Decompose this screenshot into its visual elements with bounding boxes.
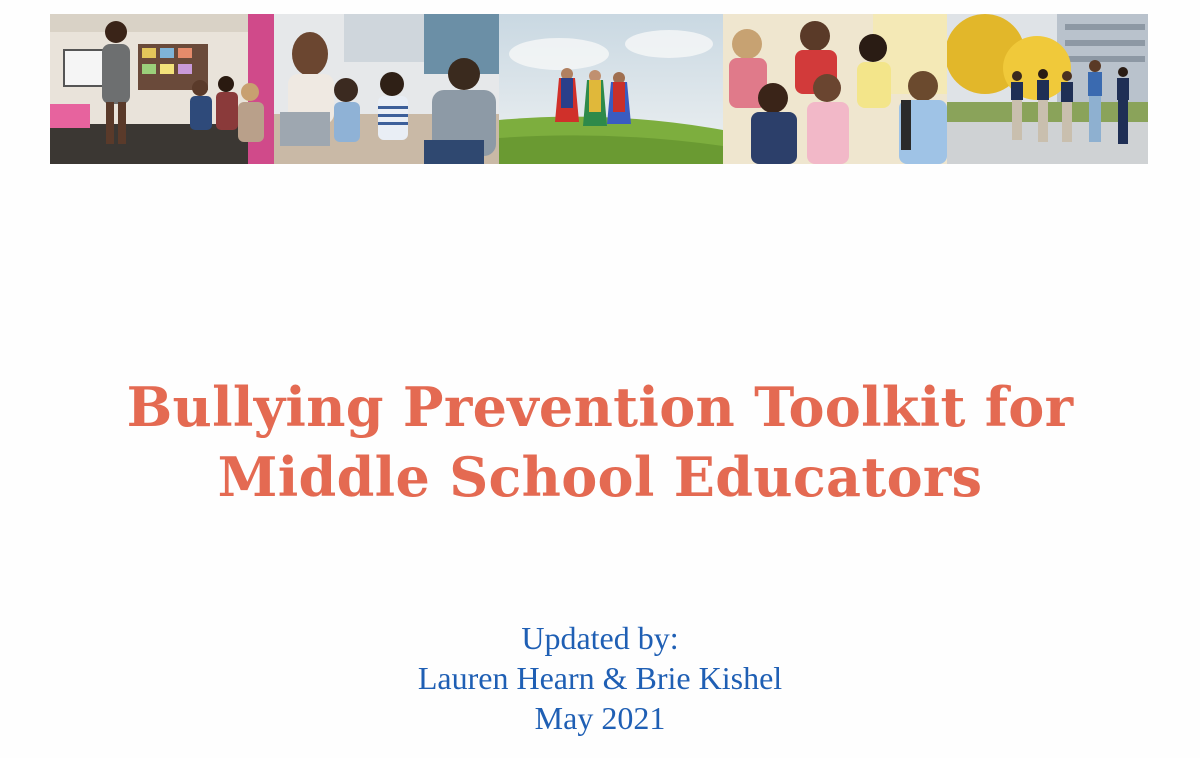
publication-date: May 2021 (534, 700, 666, 736)
photo-teacher-classroom (50, 14, 274, 164)
title-line-2: Middle School Educators (217, 445, 983, 509)
photo-students-walking-campus (947, 14, 1148, 164)
authors: Lauren Hearn & Brie Kishel (417, 660, 783, 696)
title-line-1: Bullying Prevention Toolkit for (126, 375, 1074, 439)
photo-kids-in-capes-field (499, 14, 723, 164)
photo-family-laptop (274, 14, 499, 164)
cropped-header-text (0, 0, 1200, 8)
updated-by-label: Updated by: (521, 620, 679, 656)
photo-banner-strip (50, 14, 1148, 164)
credits-block (0, 618, 1200, 738)
document-title (0, 372, 1200, 512)
photo-students-group (723, 14, 947, 164)
